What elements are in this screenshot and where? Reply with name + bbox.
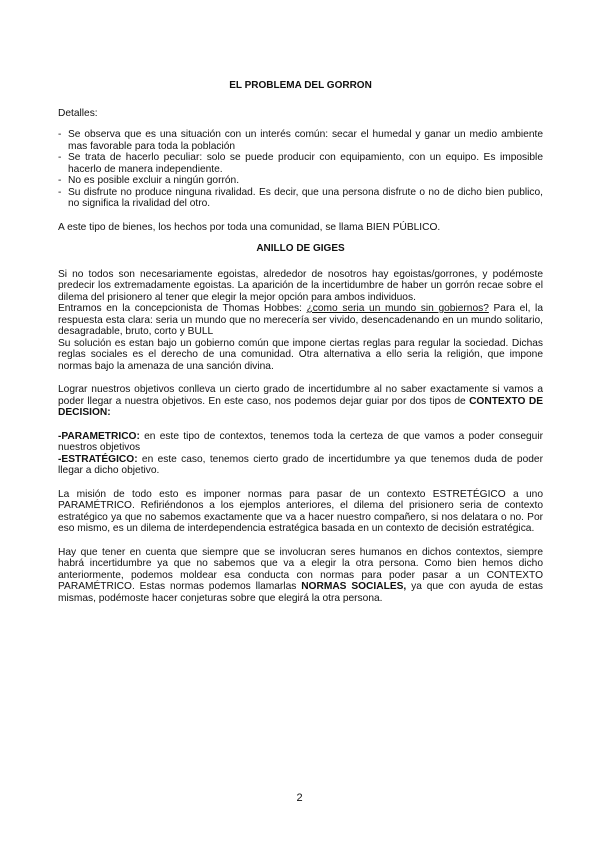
heading-el-problema-del-gorron: EL PROBLEMA DEL GORRON	[229, 80, 372, 91]
details-item-text: Su disfrute no produce ninguna rivalidad. Es decir, que una persona disfrute o no de dicho bien publico, no significa la rivalidad del otro.	[68, 186, 543, 209]
bien-publico-paragraph: A este tipo de bienes, los hechos por toda una comunidad, se llama BIEN PÚBLICO.	[58, 221, 441, 233]
details-label: Detalles:	[58, 107, 98, 119]
objetivos-text: Lograr nuestros objetivos conlleva un cierto grado de incertidumbre al no saber exactamente si vamos a poder llegar a nuestra objetivos. En este caso, nos podemos dejar guiar por dos tipos de	[58, 384, 543, 407]
paragraph-hobbes	[58, 303, 543, 338]
hobbes-question: ¿como seria un mundo sin gobiernos?	[306, 303, 489, 314]
paragraph-mision: La misión de todo esto es imponer normas para pasar de un contexto ESTRETÉGICO a uno PARAMÉTRICO. Refiriéndonos a los ejemplos anteriores, el dilema del prisionero seria de contexto estratégico ya que no sabemos exactamente que va a hacer nuestro compañero, si nos delatara o no. Por eso mismo, es un dilema de interdependencia estratégica basada en un contexto de decisión estratégica.	[58, 488, 543, 534]
normas-sociales-label: NORMAS SOCIALES,	[301, 581, 407, 592]
paragraph-egoistas: Si no todos son necesariamente egoistas, alrededor de nosotros hay egoistas/gorrones, y podémoste predecir los extremadamente egoistas. La aparición de la incertidumbre de haber un gorrón recae sobre el dilema del prisionero al tener que elegir la mejor opción para ambos individuos.	[58, 268, 543, 303]
hobbes-intro: Entramos en la concepcionista de Thomas Hobbes:	[58, 303, 307, 314]
estrategico-label: -ESTRATÉGICO:	[58, 453, 138, 465]
paragraph-objetivos	[58, 384, 543, 419]
details-item-text: Se observa que es una situación con un interés común: secar el humedal y ganar un medio ambiente mas favorable para toda la población	[68, 129, 543, 152]
details-item	[58, 129, 543, 152]
contexto-decision-label: CONTEXTO DE DECISION:	[58, 395, 543, 418]
details-item	[58, 187, 543, 210]
page-content	[58, 80, 543, 604]
page-number: 2	[296, 792, 303, 804]
bullet-dash: -	[58, 175, 62, 186]
heading-anillo-de-giges: ANILLO DE GIGES	[256, 243, 345, 254]
bullet-dash: -	[58, 129, 62, 140]
parametrico-label: -PARAMETRICO:	[58, 430, 140, 442]
details-list	[58, 129, 543, 210]
estrategico-text: en este caso, tenemos cierto grado de incertidumbre ya que tenemos duda de poder llegar a dicho objetivo.	[58, 453, 543, 476]
paragraph-parametrico	[58, 431, 543, 454]
paragraph-normas-sociales	[58, 547, 543, 605]
details-item	[58, 152, 543, 175]
normas-text-b: ya que con ayuda de estas mismas, podémoste hacer conjeturas sobre que elegirá la otra persona.	[58, 581, 544, 604]
paragraph-solucion: Su solución es estan bajo un gobierno común que impone ciertas reglas para regular la sociedad. Dichas reglas sociales es el derecho de una comunidad. Otra alternativa a ello seria la religión, que impone normas bajo la amenaza de una sanción divina.	[58, 337, 543, 372]
details-item-text: No es posible excluir a ningún gorrón.	[68, 175, 240, 186]
details-item	[58, 175, 543, 187]
paragraph-estrategico	[58, 454, 543, 477]
normas-text-a: Hay que tener en cuenta que siempre que se involucran seres humanos en dichos contextos, siempre habrá incertidumbre ya que no sabemos que va a elegir la otra persona. Como bien hemos dicho anteriormente, podemos moldear esa conducta con normas para poder pasar a un CONTEXTO PARAMÉTRICO. Estas normas podemos llamarlas	[58, 546, 543, 592]
bullet-dash: -	[58, 186, 62, 198]
bullet-dash: -	[58, 152, 62, 163]
parametrico-text: en este tipo de contextos, tenemos toda la certeza de que vamos a poder conseguir nuestros objetivos	[58, 430, 543, 453]
details-item-text: Se trata de hacerlo peculiar: solo se puede producir con equipamiento, con un equipo. Es imposible hacerlo de manera independiente.	[68, 152, 543, 175]
hobbes-answer: Para el, la respuesta esta clara: seria un mundo que no merecería ser vivido, desencadenando en un mundo solitario, desagradable, bruto, corto y BULL	[58, 303, 543, 337]
